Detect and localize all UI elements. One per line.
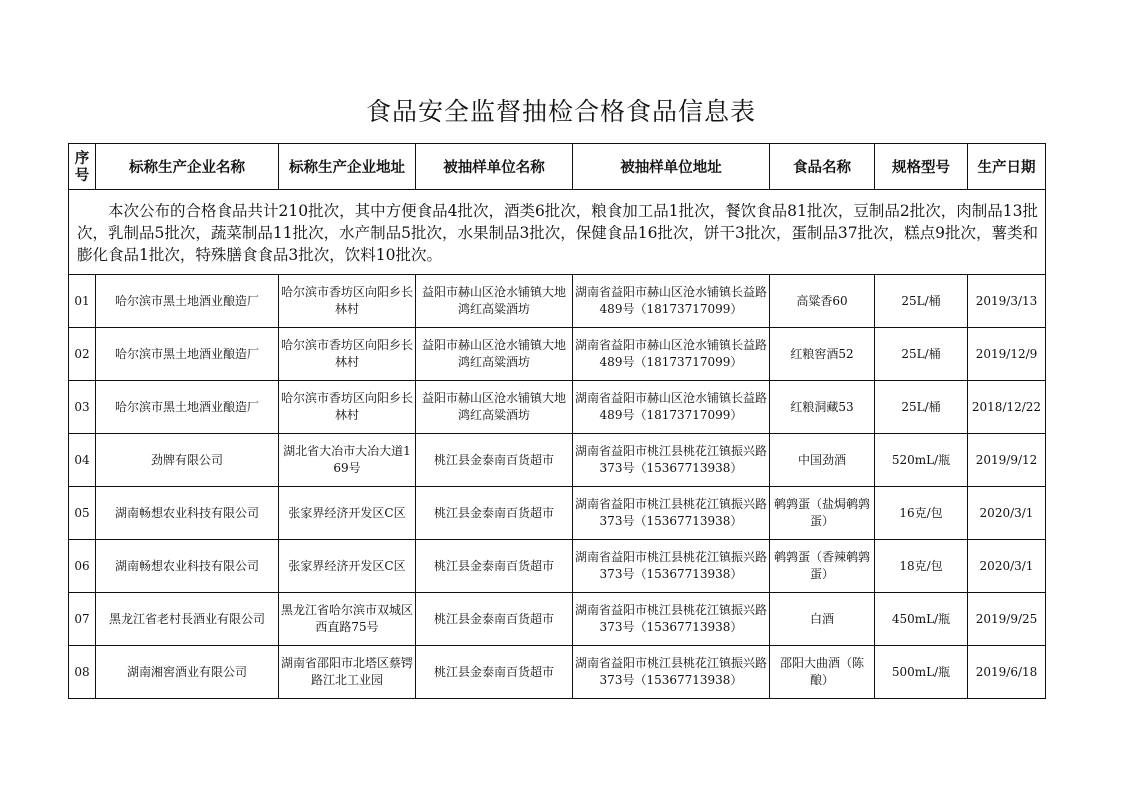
column-header-producer-address: 标称生产企业地址 xyxy=(279,144,416,190)
column-header-spec: 规格型号 xyxy=(875,144,968,190)
cell-food-name: 鹌鹑蛋（盐焗鹌鹑蛋） xyxy=(770,487,875,540)
column-header-sampled-unit: 被抽样单位名称 xyxy=(416,144,573,190)
summary-row xyxy=(69,190,1046,275)
cell-spec: 450mL/瓶 xyxy=(875,593,968,646)
cell-sampled-unit: 桃江县金泰南百货超市 xyxy=(416,593,573,646)
cell-producer-address: 湖北省大冶市大冶大道169号 xyxy=(279,434,416,487)
cell-producer: 劲牌有限公司 xyxy=(96,434,279,487)
cell-seq: 05 xyxy=(69,487,96,540)
header-row xyxy=(69,144,1046,190)
cell-spec: 500mL/瓶 xyxy=(875,646,968,699)
table-row xyxy=(69,381,1046,434)
cell-sampled-unit: 桃江县金泰南百货超市 xyxy=(416,646,573,699)
cell-production-date: 2019/9/12 xyxy=(968,434,1046,487)
column-header-production-date: 生产日期 xyxy=(968,144,1046,190)
cell-seq: 03 xyxy=(69,381,96,434)
table-row xyxy=(69,487,1046,540)
table-row xyxy=(69,328,1046,381)
cell-spec: 25L/桶 xyxy=(875,381,968,434)
cell-producer-address: 张家界经济开发区C区 xyxy=(279,487,416,540)
cell-spec: 25L/桶 xyxy=(875,275,968,328)
cell-seq: 06 xyxy=(69,540,96,593)
cell-seq: 04 xyxy=(69,434,96,487)
cell-sampled-address: 湖南省益阳市桃江县桃花江镇振兴路373号（15367713938） xyxy=(573,487,770,540)
column-header-sampled-address: 被抽样单位地址 xyxy=(573,144,770,190)
summary-text: 本次公布的合格食品共计210批次，其中方便食品4批次，酒类6批次，粮食加工品1批次，餐饮食品81批次，豆制品2批次，肉制品13批次，乳制品5批次，蔬菜制品11批次，水产制品5批次，水果制品3批次，保健食品16批次，饼干3批次，蛋制品37批次，糕点9批次，薯类和膨化食品1批次，特殊膳食食品3批次，饮料10批次。 xyxy=(77,202,1038,264)
cell-sampled-address: 湖南省益阳市桃江县桃花江镇振兴路373号（15367713938） xyxy=(573,540,770,593)
cell-production-date: 2020/3/1 xyxy=(968,487,1046,540)
column-header-food-name: 食品名称 xyxy=(770,144,875,190)
cell-spec: 25L/桶 xyxy=(875,328,968,381)
cell-production-date: 2018/12/22 xyxy=(968,381,1046,434)
cell-sampled-unit: 桃江县金泰南百货超市 xyxy=(416,487,573,540)
cell-producer: 湖南畅想农业科技有限公司 xyxy=(96,540,279,593)
cell-sampled-address: 湖南省益阳市桃江县桃花江镇振兴路373号（15367713938） xyxy=(573,593,770,646)
table-row xyxy=(69,275,1046,328)
cell-food-name: 邵阳大曲酒（陈酿） xyxy=(770,646,875,699)
cell-producer: 哈尔滨市黑土地酒业酿造厂 xyxy=(96,275,279,328)
info-table-frame xyxy=(68,143,1045,699)
cell-food-name: 中国劲酒 xyxy=(770,434,875,487)
table-row xyxy=(69,540,1046,593)
cell-food-name: 高粱香60 xyxy=(770,275,875,328)
cell-sampled-address: 湖南省益阳市赫山区沧水铺镇长益路489号（18173717099） xyxy=(573,381,770,434)
cell-producer: 哈尔滨市黑土地酒业酿造厂 xyxy=(96,328,279,381)
cell-seq: 01 xyxy=(69,275,96,328)
cell-production-date: 2019/6/18 xyxy=(968,646,1046,699)
cell-producer: 哈尔滨市黑土地酒业酿造厂 xyxy=(96,381,279,434)
cell-food-name: 白酒 xyxy=(770,593,875,646)
column-header-producer: 标称生产企业名称 xyxy=(96,144,279,190)
table-row xyxy=(69,593,1046,646)
cell-food-name: 鹌鹑蛋（香辣鹌鹑蛋） xyxy=(770,540,875,593)
cell-seq: 07 xyxy=(69,593,96,646)
cell-food-name: 红粮窖酒52 xyxy=(770,328,875,381)
cell-seq: 08 xyxy=(69,646,96,699)
cell-spec: 18克/包 xyxy=(875,540,968,593)
cell-sampled-unit: 益阳市赫山区沧水铺镇大地鸿红高粱酒坊 xyxy=(416,275,573,328)
column-header-seq: 序号 xyxy=(69,144,96,190)
cell-seq: 02 xyxy=(69,328,96,381)
cell-producer-address: 哈尔滨市香坊区向阳乡长林村 xyxy=(279,328,416,381)
table-row xyxy=(69,646,1046,699)
cell-producer-address: 张家界经济开发区C区 xyxy=(279,540,416,593)
cell-spec: 520mL/瓶 xyxy=(875,434,968,487)
cell-producer-address: 湖南省邵阳市北塔区蔡锷路江北工业园 xyxy=(279,646,416,699)
cell-food-name: 红粮洞藏53 xyxy=(770,381,875,434)
cell-producer-address: 哈尔滨市香坊区向阳乡长林村 xyxy=(279,275,416,328)
cell-sampled-address: 湖南省益阳市赫山区沧水铺镇长益路489号（18173717099） xyxy=(573,275,770,328)
info-table xyxy=(68,143,1046,699)
cell-production-date: 2019/3/13 xyxy=(968,275,1046,328)
cell-producer: 湖南畅想农业科技有限公司 xyxy=(96,487,279,540)
cell-spec: 16克/包 xyxy=(875,487,968,540)
cell-sampled-address: 湖南省益阳市赫山区沧水铺镇长益路489号（18173717099） xyxy=(573,328,770,381)
cell-sampled-unit: 益阳市赫山区沧水铺镇大地鸿红高粱酒坊 xyxy=(416,381,573,434)
cell-sampled-unit: 桃江县金泰南百货超市 xyxy=(416,540,573,593)
cell-producer-address: 黑龙江省哈尔滨市双城区西直路75号 xyxy=(279,593,416,646)
cell-production-date: 2020/3/1 xyxy=(968,540,1046,593)
page-title: 食品安全监督抽检合格食品信息表 xyxy=(365,97,756,126)
cell-producer: 黑龙江省老村長酒业有限公司 xyxy=(96,593,279,646)
cell-producer: 湖南湘窖酒业有限公司 xyxy=(96,646,279,699)
cell-production-date: 2019/9/25 xyxy=(968,593,1046,646)
cell-producer-address: 哈尔滨市香坊区向阳乡长林村 xyxy=(279,381,416,434)
table-row xyxy=(69,434,1046,487)
cell-sampled-address: 湖南省益阳市桃江县桃花江镇振兴路373号（15367713938） xyxy=(573,434,770,487)
cell-sampled-address: 湖南省益阳市桃江县桃花江镇振兴路373号（15367713938） xyxy=(573,646,770,699)
summary-cell xyxy=(69,190,1046,275)
cell-production-date: 2019/12/9 xyxy=(968,328,1046,381)
cell-sampled-unit: 益阳市赫山区沧水铺镇大地鸿红高粱酒坊 xyxy=(416,328,573,381)
cell-sampled-unit: 桃江县金泰南百货超市 xyxy=(416,434,573,487)
